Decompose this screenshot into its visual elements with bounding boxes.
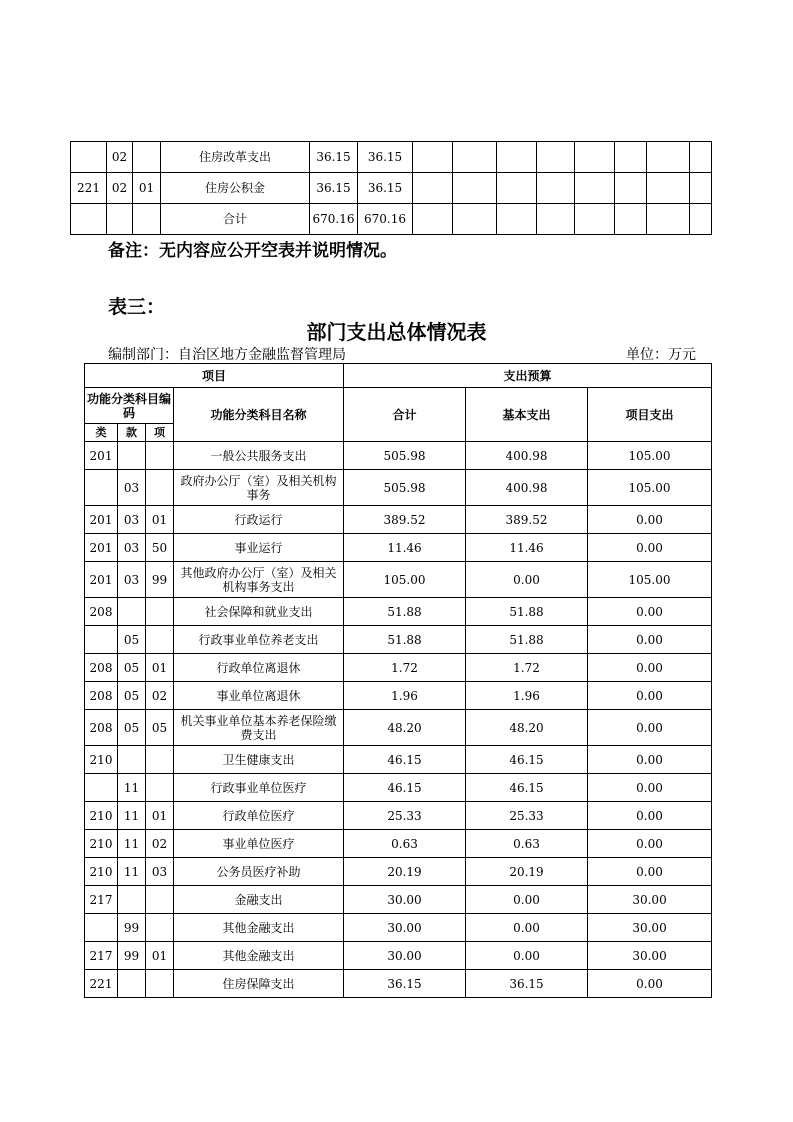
cell-total: 389.52 [344, 506, 466, 534]
cell-xiang: 01 [146, 802, 174, 830]
cell-kuan: 02 [107, 173, 133, 204]
cell-total: 30.00 [344, 886, 466, 914]
cell-kuan: 11 [118, 858, 146, 886]
cell-kuan: 99 [118, 942, 146, 970]
cell-xiang [146, 886, 174, 914]
cell-lei [85, 626, 118, 654]
cell-lei: 208 [85, 682, 118, 710]
cell-lei [85, 914, 118, 942]
table-row [85, 942, 712, 970]
cell-name: 其他金融支出 [174, 942, 344, 970]
cell-basic: 11.46 [466, 534, 588, 562]
cell-name: 行政事业单位医疗 [174, 774, 344, 802]
cell-lei: 210 [85, 858, 118, 886]
table-row [85, 830, 712, 858]
table-title: 部门支出总体情况表 [306, 320, 487, 344]
unit-label: 单位：万元 [626, 347, 696, 363]
cell-name: 事业单位医疗 [174, 830, 344, 858]
cell-kuan [118, 746, 146, 774]
cell-lei [71, 204, 107, 235]
header-budget: 支出预算 [344, 364, 712, 388]
table-row [85, 774, 712, 802]
cell-total: 30.00 [344, 942, 466, 970]
header-code: 功能分类科目编码 [85, 388, 174, 424]
cell-xiang [146, 470, 174, 506]
cell-total: 46.15 [344, 746, 466, 774]
header-kuan: 款 [118, 424, 146, 442]
cell-empty [615, 173, 647, 204]
cell-total: 1.72 [344, 654, 466, 682]
cell-total: 1.96 [344, 682, 466, 710]
cell-kuan [107, 204, 133, 235]
table-row [85, 470, 712, 506]
cell-empty [413, 173, 453, 204]
cell-total: 25.33 [344, 802, 466, 830]
cell-basic: 400.98 [466, 442, 588, 470]
cell-basic: 46.15 [466, 746, 588, 774]
cell-lei: 217 [85, 942, 118, 970]
cell-empty [690, 173, 712, 204]
cell-basic: 389.52 [466, 506, 588, 534]
cell-empty [453, 173, 497, 204]
cell-value-basic: 36.15 [358, 142, 413, 173]
header-total: 合计 [344, 388, 466, 442]
cell-empty [413, 142, 453, 173]
cell-project: 0.00 [588, 830, 712, 858]
cell-project: 0.00 [588, 710, 712, 746]
cell-empty [575, 142, 615, 173]
cell-lei [85, 470, 118, 506]
cell-lei: 217 [85, 886, 118, 914]
cell-xiang: 02 [146, 830, 174, 858]
cell-basic: 36.15 [466, 970, 588, 998]
cell-empty [575, 173, 615, 204]
header-project: 项目支出 [588, 388, 712, 442]
cell-name: 卫生健康支出 [174, 746, 344, 774]
cell-lei: 208 [85, 598, 118, 626]
cell-empty [537, 204, 575, 235]
cell-kuan: 05 [118, 654, 146, 682]
cell-empty [575, 204, 615, 235]
cell-xiang [146, 970, 174, 998]
cell-empty [537, 173, 575, 204]
cell-project: 105.00 [588, 442, 712, 470]
cell-name: 合计 [161, 204, 310, 235]
cell-xiang [133, 204, 161, 235]
table-row [85, 442, 712, 470]
table-label: 表三： [108, 296, 166, 318]
cell-basic: 0.63 [466, 830, 588, 858]
table-row [71, 142, 712, 173]
cell-name: 金融支出 [174, 886, 344, 914]
cell-name: 事业运行 [174, 534, 344, 562]
cell-project: 0.00 [588, 970, 712, 998]
cell-name: 住房保障支出 [174, 970, 344, 998]
cell-name: 公务员医疗补助 [174, 858, 344, 886]
cell-empty [690, 142, 712, 173]
cell-lei: 201 [85, 442, 118, 470]
cell-kuan: 99 [118, 914, 146, 942]
table-row [85, 858, 712, 886]
table-row [71, 173, 712, 204]
cell-total: 0.63 [344, 830, 466, 858]
cell-project: 0.00 [588, 682, 712, 710]
cell-empty [497, 204, 537, 235]
cell-lei: 221 [71, 173, 107, 204]
cell-basic: 25.33 [466, 802, 588, 830]
table-row [85, 746, 712, 774]
cell-project: 30.00 [588, 942, 712, 970]
cell-name: 其他金融支出 [174, 914, 344, 942]
cell-kuan: 03 [118, 534, 146, 562]
cell-xiang: 01 [146, 942, 174, 970]
previous-table-tail [70, 141, 712, 235]
cell-empty [647, 204, 690, 235]
cell-kuan: 03 [118, 506, 146, 534]
cell-total: 48.20 [344, 710, 466, 746]
cell-project: 0.00 [588, 598, 712, 626]
cell-kuan [118, 886, 146, 914]
cell-xiang: 99 [146, 562, 174, 598]
cell-empty [615, 142, 647, 173]
cell-kuan: 03 [118, 470, 146, 506]
cell-value-total: 36.15 [310, 142, 358, 173]
cell-basic: 0.00 [466, 886, 588, 914]
cell-project: 0.00 [588, 534, 712, 562]
cell-value-total: 36.15 [310, 173, 358, 204]
table-row [85, 886, 712, 914]
cell-total: 505.98 [344, 470, 466, 506]
cell-name: 社会保障和就业支出 [174, 598, 344, 626]
cell-kuan [118, 970, 146, 998]
cell-kuan: 11 [118, 802, 146, 830]
table-row [85, 534, 712, 562]
table-row [85, 970, 712, 998]
table-row [85, 682, 712, 710]
cell-empty [453, 142, 497, 173]
cell-project: 30.00 [588, 886, 712, 914]
table-row [85, 802, 712, 830]
cell-total: 11.46 [344, 534, 466, 562]
cell-total: 505.98 [344, 442, 466, 470]
table-row [85, 654, 712, 682]
cell-xiang [133, 142, 161, 173]
cell-empty [497, 142, 537, 173]
cell-lei: 208 [85, 710, 118, 746]
cell-project: 0.00 [588, 626, 712, 654]
cell-lei: 210 [85, 746, 118, 774]
cell-xiang: 01 [146, 506, 174, 534]
cell-xiang [146, 774, 174, 802]
cell-empty [413, 204, 453, 235]
cell-total: 36.15 [344, 970, 466, 998]
cell-basic: 20.19 [466, 858, 588, 886]
cell-xiang: 02 [146, 682, 174, 710]
cell-value-total: 670.16 [310, 204, 358, 235]
cell-xiang [146, 626, 174, 654]
table-row [85, 710, 712, 746]
compiling-department: 编制部门：自治区地方金融监督管理局 [108, 347, 346, 363]
cell-name: 机关事业单位基本养老保险缴费支出 [174, 710, 344, 746]
cell-lei: 201 [85, 534, 118, 562]
cell-basic: 1.96 [466, 682, 588, 710]
cell-total: 105.00 [344, 562, 466, 598]
cell-total: 30.00 [344, 914, 466, 942]
table-row [71, 204, 712, 235]
cell-empty [537, 142, 575, 173]
cell-kuan: 02 [107, 142, 133, 173]
note: 备注：无内容应公开空表并说明情况。 [108, 241, 397, 261]
cell-basic: 1.72 [466, 654, 588, 682]
cell-basic: 48.20 [466, 710, 588, 746]
cell-name: 行政单位医疗 [174, 802, 344, 830]
cell-project: 0.00 [588, 506, 712, 534]
cell-lei [85, 774, 118, 802]
cell-xiang: 03 [146, 858, 174, 886]
cell-basic: 0.00 [466, 942, 588, 970]
header-basic: 基本支出 [466, 388, 588, 442]
header-xiang: 项 [146, 424, 174, 442]
cell-total: 46.15 [344, 774, 466, 802]
cell-lei: 201 [85, 506, 118, 534]
table-row [85, 598, 712, 626]
cell-name: 住房公积金 [161, 173, 310, 204]
cell-empty [497, 173, 537, 204]
cell-xiang [146, 746, 174, 774]
cell-lei [71, 142, 107, 173]
cell-project: 0.00 [588, 654, 712, 682]
cell-xiang: 01 [133, 173, 161, 204]
header-lei: 类 [85, 424, 118, 442]
cell-project: 105.00 [588, 470, 712, 506]
cell-project: 0.00 [588, 774, 712, 802]
cell-basic: 0.00 [466, 914, 588, 942]
cell-empty [647, 173, 690, 204]
cell-basic: 0.00 [466, 562, 588, 598]
table-row [85, 562, 712, 598]
cell-project: 0.00 [588, 746, 712, 774]
cell-basic: 46.15 [466, 774, 588, 802]
cell-lei: 201 [85, 562, 118, 598]
cell-project: 105.00 [588, 562, 712, 598]
cell-name: 行政单位离退休 [174, 654, 344, 682]
cell-total: 51.88 [344, 598, 466, 626]
cell-value-basic: 36.15 [358, 173, 413, 204]
cell-name: 行政事业单位养老支出 [174, 626, 344, 654]
cell-empty [690, 204, 712, 235]
cell-value-basic: 670.16 [358, 204, 413, 235]
cell-xiang [146, 914, 174, 942]
cell-kuan: 11 [118, 830, 146, 858]
cell-xiang: 01 [146, 654, 174, 682]
cell-kuan [118, 598, 146, 626]
cell-basic: 51.88 [466, 626, 588, 654]
cell-xiang [146, 442, 174, 470]
cell-kuan: 05 [118, 710, 146, 746]
cell-name: 其他政府办公厅（室）及相关机构事务支出 [174, 562, 344, 598]
cell-empty [647, 142, 690, 173]
cell-total: 20.19 [344, 858, 466, 886]
cell-kuan: 05 [118, 626, 146, 654]
header-name: 功能分类科目名称 [174, 388, 344, 442]
cell-lei: 208 [85, 654, 118, 682]
cell-kuan [118, 442, 146, 470]
cell-project: 0.00 [588, 858, 712, 886]
expenditure-table [84, 363, 712, 998]
cell-name: 一般公共服务支出 [174, 442, 344, 470]
cell-project: 30.00 [588, 914, 712, 942]
cell-name: 事业单位离退休 [174, 682, 344, 710]
cell-name: 行政运行 [174, 506, 344, 534]
table-row [85, 626, 712, 654]
cell-basic: 51.88 [466, 598, 588, 626]
cell-xiang: 05 [146, 710, 174, 746]
cell-kuan: 03 [118, 562, 146, 598]
cell-empty [453, 204, 497, 235]
cell-total: 51.88 [344, 626, 466, 654]
cell-lei: 221 [85, 970, 118, 998]
cell-lei: 210 [85, 830, 118, 858]
cell-basic: 400.98 [466, 470, 588, 506]
cell-name: 政府办公厅（室）及相关机构事务 [174, 470, 344, 506]
cell-kuan: 11 [118, 774, 146, 802]
cell-xiang [146, 598, 174, 626]
cell-lei: 210 [85, 802, 118, 830]
cell-name: 住房改革支出 [161, 142, 310, 173]
header-item: 项目 [85, 364, 344, 388]
cell-empty [615, 204, 647, 235]
table-row [85, 506, 712, 534]
cell-kuan: 05 [118, 682, 146, 710]
cell-xiang: 50 [146, 534, 174, 562]
cell-project: 0.00 [588, 802, 712, 830]
table-row [85, 914, 712, 942]
